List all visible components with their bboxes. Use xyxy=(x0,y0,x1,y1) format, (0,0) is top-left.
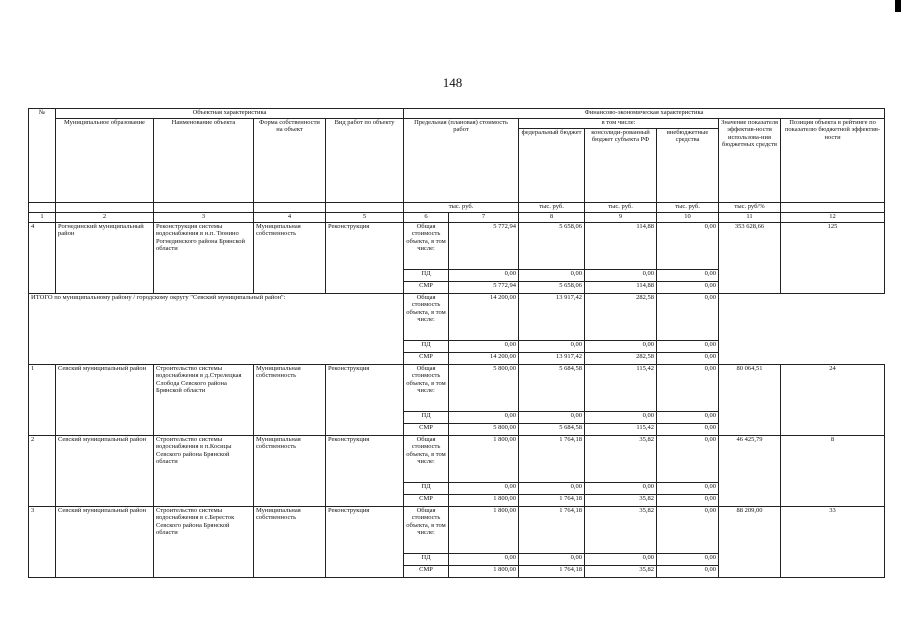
value-pd: 0,00 xyxy=(657,554,719,566)
value-consolidated: 282,58 xyxy=(585,294,657,341)
header-name: Наименование объекта xyxy=(154,119,254,203)
value-smr: 14 200,00 xyxy=(449,353,519,365)
label-total: Общая стоимость объекта, в том числе: xyxy=(404,365,449,412)
value-smr: 5 684,58 xyxy=(519,424,585,436)
label-smr: СМР xyxy=(404,424,449,436)
header-offbudget: внебюджетные средства xyxy=(657,129,719,203)
value-consolidated: 115,42 xyxy=(585,365,657,412)
value-smr: 1 800,00 xyxy=(449,566,519,578)
label-pd: ПД xyxy=(404,412,449,424)
value-total: 14 200,00 xyxy=(449,294,519,341)
row-work: Реконструкция xyxy=(326,507,404,578)
value-consolidated: 35,82 xyxy=(585,507,657,554)
label-total: Общая стоимость объекта, в том числе: xyxy=(404,294,449,341)
table-row xyxy=(29,507,885,554)
value-pd: 0,00 xyxy=(585,270,657,282)
page-number: 148 xyxy=(442,75,463,90)
row-position: 8 xyxy=(781,436,885,507)
value-smr: 5 658,06 xyxy=(519,282,585,294)
table-row xyxy=(29,365,885,412)
value-offbudget: 0,00 xyxy=(657,507,719,554)
colnum: 7 xyxy=(449,213,519,223)
header-form: Форма собственности на объект xyxy=(254,119,326,203)
value-offbudget: 0,00 xyxy=(657,294,719,341)
row-work: Реконструкция xyxy=(326,436,404,507)
table-row xyxy=(29,223,885,270)
colnum: 5 xyxy=(326,213,404,223)
value-smr: 114,88 xyxy=(585,282,657,294)
row-efficiency: 80 064,51 xyxy=(719,365,781,436)
total-row xyxy=(29,294,885,341)
units-row xyxy=(29,203,885,213)
value-pd: 0,00 xyxy=(585,483,657,495)
value-smr: 0,00 xyxy=(657,282,719,294)
header-work: Вид работ по объекту xyxy=(326,119,404,203)
label-pd: ПД xyxy=(404,483,449,495)
label-pd: ПД xyxy=(404,554,449,566)
header-object-group: Объектная характеристика xyxy=(56,109,404,119)
scan-edge-mark xyxy=(895,0,901,12)
value-offbudget: 0,00 xyxy=(657,436,719,483)
value-smr: 0,00 xyxy=(657,495,719,507)
value-total: 5 772,94 xyxy=(449,223,519,270)
header-federal: федеральный бюджет xyxy=(519,129,585,203)
total-label: ИТОГО по муниципальному району / городскому округу "Севский муниципальный район": xyxy=(29,294,404,365)
row-position: 24 xyxy=(781,365,885,436)
row-position: 125 xyxy=(781,223,885,294)
label-smr: СМР xyxy=(404,353,449,365)
colnum: 8 xyxy=(519,213,585,223)
label-smr: СМР xyxy=(404,566,449,578)
value-total: 5 800,00 xyxy=(449,365,519,412)
value-pd: 0,00 xyxy=(519,341,585,353)
row-form: Муниципальная собственность xyxy=(254,507,326,578)
value-offbudget: 0,00 xyxy=(657,223,719,270)
colnum: 2 xyxy=(56,213,154,223)
value-smr: 115,42 xyxy=(585,424,657,436)
value-pd: 0,00 xyxy=(449,483,519,495)
value-total: 1 800,00 xyxy=(449,436,519,483)
value-smr: 5 800,00 xyxy=(449,424,519,436)
colnum: 3 xyxy=(154,213,254,223)
value-smr: 35,82 xyxy=(585,566,657,578)
header-including: в том числе: xyxy=(519,119,719,129)
label-pd: ПД xyxy=(404,270,449,282)
row-position: 33 xyxy=(781,507,885,578)
value-pd: 0,00 xyxy=(449,412,519,424)
header-row-columns xyxy=(29,119,885,129)
value-total: 1 800,00 xyxy=(449,507,519,554)
row-work: Реконструкция xyxy=(326,223,404,294)
value-smr: 0,00 xyxy=(657,424,719,436)
value-pd: 0,00 xyxy=(449,554,519,566)
value-pd: 0,00 xyxy=(449,270,519,282)
value-pd: 0,00 xyxy=(449,341,519,353)
row-form: Муниципальная собственность xyxy=(254,436,326,507)
value-smr: 1 764,18 xyxy=(519,566,585,578)
row-num: 1 xyxy=(29,365,56,436)
row-num: 4 xyxy=(29,223,56,294)
label-smr: СМР xyxy=(404,282,449,294)
row-work: Реконструкция xyxy=(326,365,404,436)
colnum: 10 xyxy=(657,213,719,223)
value-federal: 13 917,42 xyxy=(519,294,585,341)
value-federal: 1 764,18 xyxy=(519,507,585,554)
unit-consolidated: тыс. руб. xyxy=(585,203,657,213)
header-mun: Муниципальное образование xyxy=(56,119,154,203)
unit-cost: тыс. руб. xyxy=(404,203,519,213)
value-pd: 0,00 xyxy=(585,554,657,566)
value-smr: 0,00 xyxy=(657,566,719,578)
row-object-name: Строительство системы водоснабжения в д.Стрелецкая Слобода Севского района Брянской области xyxy=(154,365,254,436)
value-federal: 1 764,18 xyxy=(519,436,585,483)
value-pd: 0,00 xyxy=(519,270,585,282)
value-pd: 0,00 xyxy=(519,412,585,424)
row-object-name: Строительство системы водоснабжения в п.Косицы Севского района Брянской области xyxy=(154,436,254,507)
value-smr: 282,58 xyxy=(585,353,657,365)
value-pd: 0,00 xyxy=(657,483,719,495)
label-smr: СМР xyxy=(404,495,449,507)
value-consolidated: 114,88 xyxy=(585,223,657,270)
row-efficiency: 88 209,00 xyxy=(719,507,781,578)
value-consolidated: 35,82 xyxy=(585,436,657,483)
value-offbudget: 0,00 xyxy=(657,365,719,412)
colnum: 6 xyxy=(404,213,449,223)
unit-offbudget: тыс. руб. xyxy=(657,203,719,213)
row-mun: Рогнединский муниципальный район xyxy=(56,223,154,294)
investment-table xyxy=(28,108,885,578)
label-total: Общая стоимость объекта, в том числе: xyxy=(404,223,449,270)
label-total: Общая стоимость объекта, в том числе: xyxy=(404,436,449,483)
colnum: 1 xyxy=(29,213,56,223)
value-smr: 1 764,18 xyxy=(519,495,585,507)
row-num: 2 xyxy=(29,436,56,507)
label-total: Общая стоимость объекта, в том числе: xyxy=(404,507,449,554)
column-number-row xyxy=(29,213,885,223)
unit-federal: тыс. руб. xyxy=(519,203,585,213)
row-object-name: Строительство системы водоснабжения в с.Бересток Севского района Брянской области xyxy=(154,507,254,578)
row-efficiency: 353 628,66 xyxy=(719,223,781,294)
header-row-groups xyxy=(29,109,885,119)
table-row xyxy=(29,436,885,483)
row-form: Муниципальная собственность xyxy=(254,223,326,294)
colnum: 11 xyxy=(719,213,781,223)
value-pd: 0,00 xyxy=(657,270,719,282)
value-pd: 0,00 xyxy=(519,483,585,495)
unit-efficiency: тыс. руб/% xyxy=(719,203,781,213)
row-num: 3 xyxy=(29,507,56,578)
value-pd: 0,00 xyxy=(519,554,585,566)
value-pd: 0,00 xyxy=(585,341,657,353)
header-finance-group: Финансово-экономическая характеристика xyxy=(404,109,885,119)
value-smr: 5 772,94 xyxy=(449,282,519,294)
label-pd: ПД xyxy=(404,341,449,353)
row-object-name: Реконструкция системы водоснабжения в н.п. Тюнино Рогнединского района Брянской области xyxy=(154,223,254,294)
value-pd: 0,00 xyxy=(657,412,719,424)
row-mun: Севский муниципальный район xyxy=(56,507,154,578)
value-smr: 13 917,42 xyxy=(519,353,585,365)
value-federal: 5 684,58 xyxy=(519,365,585,412)
header-num: № xyxy=(29,109,56,203)
header-cost: Предельная (плановая) стоимость работ xyxy=(404,119,519,203)
header-efficiency: Значение показателя эффектив-ности использова-ния бюджетных средств xyxy=(719,119,781,203)
value-smr: 1 800,00 xyxy=(449,495,519,507)
value-pd: 0,00 xyxy=(657,341,719,353)
value-smr: 35,82 xyxy=(585,495,657,507)
colnum: 4 xyxy=(254,213,326,223)
value-smr: 0,00 xyxy=(657,353,719,365)
colnum: 9 xyxy=(585,213,657,223)
row-efficiency: 46 425,79 xyxy=(719,436,781,507)
row-mun: Севский муниципальный район xyxy=(56,436,154,507)
value-pd: 0,00 xyxy=(585,412,657,424)
header-position: Позиция объекта в рейтинге по показателю бюджетной эффектив-ности xyxy=(781,119,885,203)
row-form: Муниципальная собственность xyxy=(254,365,326,436)
row-mun: Севский муниципальный район xyxy=(56,365,154,436)
value-federal: 5 658,06 xyxy=(519,223,585,270)
header-consolidated: консолиди-рованный бюджет субъекта РФ xyxy=(585,129,657,203)
colnum: 12 xyxy=(781,213,885,223)
